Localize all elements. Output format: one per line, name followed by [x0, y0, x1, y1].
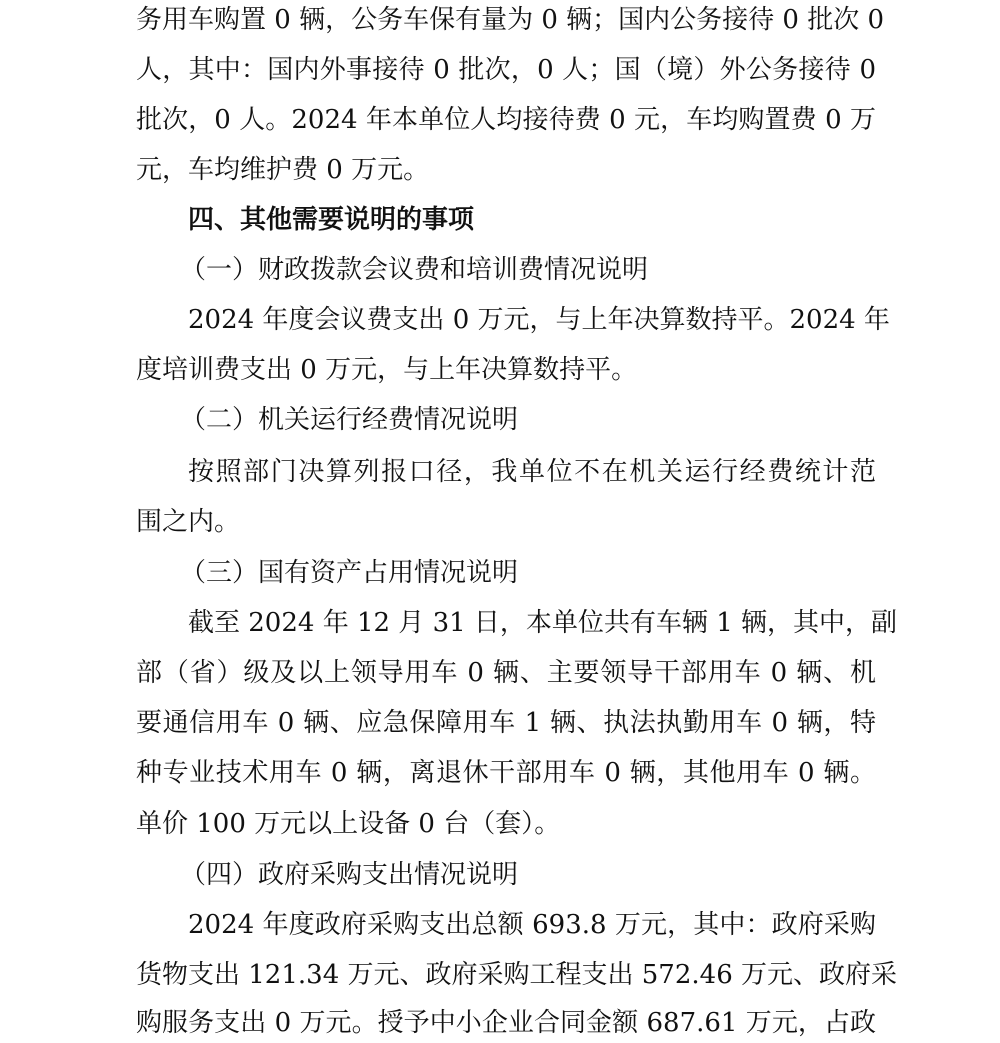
text-line: 货物支出 121.34 万元、政府采购工程支出 572.46 万元、政府采	[136, 960, 898, 990]
text-line: 人，其中：国内外事接待 0 批次，0 人；国（境）外公务接待 0	[136, 55, 876, 85]
text-line: 要通信用车 0 辆、应急保障用车 1 辆、执法执勤用车 0 辆，特	[136, 708, 876, 738]
text-line: 批次，0 人。2024 年本单位人均接待费 0 元，车均购置费 0 万	[136, 105, 876, 135]
text-line: 部（省）级及以上领导用车 0 辆、主要领导干部用车 0 辆、机	[136, 658, 876, 688]
text-line: 种专业技术用车 0 辆，离退休干部用车 0 辆，其他用车 0 辆。	[136, 758, 876, 788]
subsection-heading: （一）财政拨款会议费和培训费情况说明	[180, 255, 649, 285]
text-line: 务用车购置 0 辆，公务车保有量为 0 辆；国内公务接待 0 批次 0	[136, 5, 885, 35]
subsection-heading: （二）机关运行经费情况说明	[180, 405, 519, 435]
subsection-heading: （四）政府采购支出情况说明	[180, 860, 519, 890]
section-heading: 四、其他需要说明的事项	[188, 205, 475, 235]
text-line: 元，车均维护费 0 万元。	[136, 155, 430, 185]
text-line: 截至 2024 年 12 月 31 日，本单位共有车辆 1 辆，其中，副	[188, 608, 897, 638]
text-line: 单价 100 万元以上设备 0 台（套）。	[136, 809, 561, 839]
subsection-heading: （三）国有资产占用情况说明	[180, 558, 519, 588]
text-line: 2024 年度会议费支出 0 万元，与上年决算数持平。2024 年	[188, 305, 890, 335]
text-line: 度培训费支出 0 万元，与上年决算数持平。	[136, 355, 638, 385]
text-line: 围之内。	[136, 507, 241, 537]
text-line: 购服务支出 0 万元。授予中小企业合同金额 687.61 万元，占政	[136, 1008, 876, 1038]
text-line: 2024 年度政府采购支出总额 693.8 万元，其中：政府采购	[188, 910, 876, 940]
text-line: 按照部门决算列报口径，我单位不在机关运行经费统计范	[188, 457, 876, 487]
